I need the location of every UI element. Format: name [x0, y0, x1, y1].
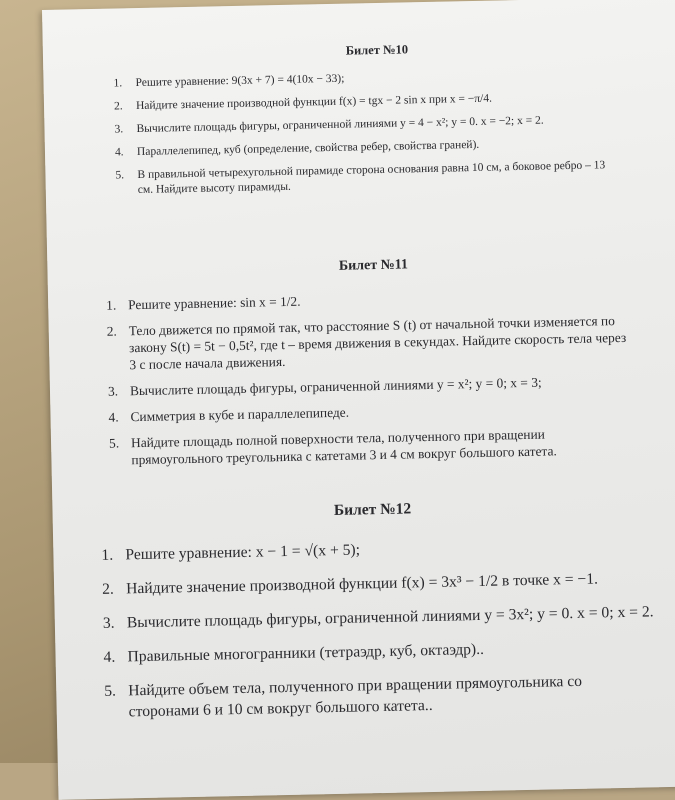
- question-item: [114, 112, 604, 137]
- question-item: [108, 398, 632, 426]
- question-item: [101, 533, 653, 566]
- question-item: [107, 312, 632, 374]
- question-text: Решите уравнение: x − 1 = √(x + 5);: [125, 541, 361, 564]
- question-text: Решите уравнение: 9(3x + 7) = 4(10x − 33);: [135, 72, 345, 90]
- question-text: Решите уравнение: sin x = 1/2.: [128, 293, 301, 313]
- question-text: Найдите значение производной функции f(x) = 3x³ − 1/2 в точке x = −1.: [125, 570, 599, 598]
- question-number: 1.: [113, 77, 123, 90]
- question-text: Тело движется по прямой так, что расстояние S (t) от начальной точки изменяется по закону S(t) = 5t − 0,5t², где t – время движения в секундах. Найдите скорость тела через 3 с после начала движения.: [128, 313, 627, 373]
- question-item: [106, 286, 630, 314]
- question-text: Найдите объем тела, полученного при вращении прямоугольника со сторонами 6 и 10 см вокруг большого катета..: [128, 672, 583, 721]
- question-item: [108, 372, 632, 400]
- question-number: 3.: [114, 123, 124, 136]
- question-text: Симметрия в кубе и параллелепипеде.: [130, 404, 350, 425]
- question-number: 3.: [102, 614, 115, 632]
- question-item: [114, 89, 604, 114]
- question-item: [115, 135, 605, 160]
- question-text: Правильные многогранники (тетраэдр, куб, октаэдр)..: [127, 640, 485, 666]
- question-number: 1.: [101, 546, 114, 564]
- question-number: 2.: [101, 580, 115, 598]
- question-number: 3.: [107, 383, 119, 399]
- question-text: Вычислите площадь фигуры, ограниченной линиями y = 3x²; y = 0. x = 0; x = 2.: [126, 603, 654, 632]
- question-text: Параллелепипед, куб (определение, свойства ребер, свойства граней).: [136, 138, 480, 159]
- question-item: [115, 158, 606, 198]
- question-text: Вычислите площадь фигуры, ограниченной линиями y = x²; y = 0; x = 3;: [129, 374, 542, 399]
- ticket-11: [47, 252, 675, 479]
- question-number: 4.: [114, 146, 124, 159]
- question-item: [104, 669, 657, 723]
- question-item: [102, 567, 654, 600]
- question-number: 2.: [106, 323, 117, 339]
- exam-sheet: [42, 0, 675, 800]
- question-number: 5.: [115, 169, 125, 182]
- ticket-10: [43, 37, 675, 208]
- question-text: Найдите площадь полной поверхности тела, полученного при вращении прямоугольного треугольника с катетами 3 и 4 см вокруг большого катета.: [130, 426, 557, 468]
- question-number: 1.: [106, 297, 117, 313]
- question-item: [103, 601, 655, 634]
- ticket-title: Билет №10: [345, 42, 409, 58]
- question-number: 2.: [113, 100, 123, 113]
- question-text: Найдите значение производной функции f(x) = tgx − 2 sin x при x = −π/4.: [135, 92, 493, 113]
- question-item: [103, 635, 655, 668]
- question-item: [109, 424, 634, 469]
- question-list: [101, 533, 657, 723]
- question-item: [113, 66, 603, 91]
- question-list: [106, 286, 633, 469]
- ticket-12: [52, 494, 675, 736]
- ticket-title: Билет №12: [333, 500, 412, 519]
- ticket-title: Билет №11: [338, 257, 409, 274]
- question-number: 4.: [108, 409, 119, 425]
- question-list: [113, 66, 605, 198]
- question-number: 4.: [103, 648, 116, 666]
- question-text: Вычислите площадь фигуры, ограниченной линиями y = 4 − x²; y = 0. x = −2; x = 2.: [136, 114, 544, 136]
- question-number: 5.: [108, 435, 120, 451]
- question-number: 5.: [104, 682, 117, 700]
- question-text: В правильной четырехугольной пирамиде сторона основания равна 10 см, а боковое ребро – 13 см. Найдите высоту пирамиды.: [137, 159, 606, 197]
